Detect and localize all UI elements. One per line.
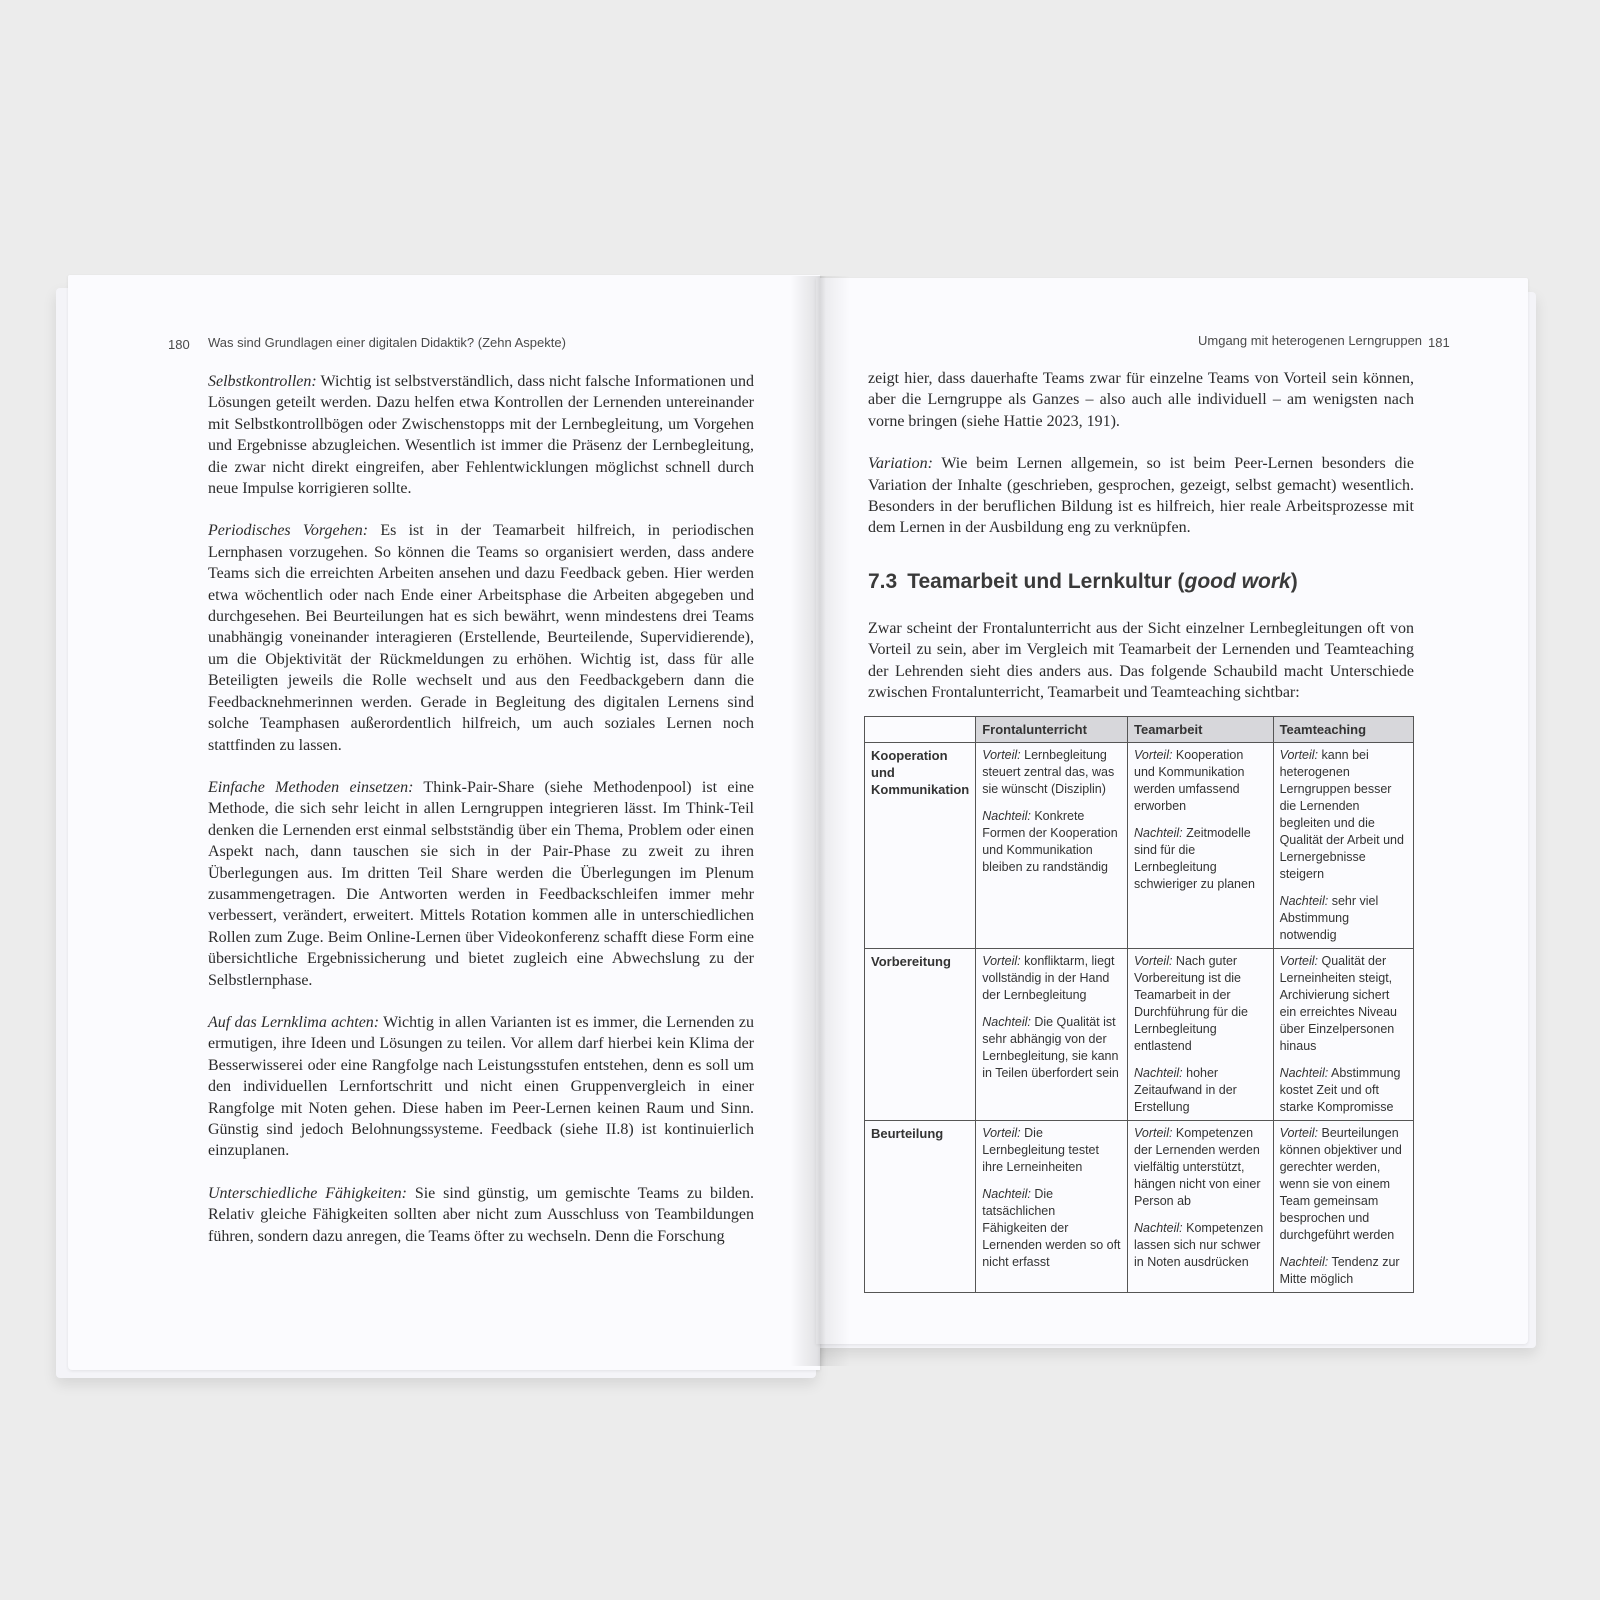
- paragraph-label: Unterschiedliche Fähigkeiten:: [208, 1184, 407, 1202]
- paragraph-label: Selbstkontrollen:: [208, 373, 317, 390]
- table-corner-cell: [865, 717, 976, 743]
- cell-entry: [1280, 953, 1407, 1055]
- cell-entry: [982, 747, 1121, 798]
- paragraph: [868, 368, 1414, 432]
- cell-entry-label: Vorteil:: [982, 954, 1021, 968]
- left-page: [68, 275, 820, 1370]
- paragraph: [208, 777, 754, 991]
- table-cell: [1273, 1121, 1413, 1293]
- cell-entry-text: Qualität der Lerneinheiten steigt, Archivierung sichert ein erreichtes Niveau über Einzelpersonen hinaus: [1279, 954, 1397, 1053]
- cell-entry: [982, 1014, 1121, 1082]
- cell-entry: [1280, 893, 1407, 944]
- right-body-text: [868, 368, 1414, 560]
- running-head-right: Umgang mit heterogenen Lerngruppen: [1198, 333, 1423, 348]
- table-row-header: Vorbereitung: [865, 949, 976, 1121]
- paragraph-text: zeigt hier, dass dauerhafte Teams zwar für einzelne Teams von Vorteil sein können, aber die Lerngruppe als Ganzes – also auch alle individuell – am wenigsten nach vorne bringen (siehe Hattie 2023, 191).: [868, 370, 1414, 430]
- cell-entry-text: Die Lernbegleitung testet ihre Lerneinheiten: [982, 1126, 1099, 1174]
- table-row-header: Beurteilung: [865, 1121, 976, 1293]
- table-cell: [1273, 949, 1413, 1121]
- table-cell: [1273, 743, 1413, 949]
- paragraph: [208, 520, 754, 755]
- paragraph-label: Auf das Lernklima achten:: [208, 1013, 380, 1031]
- page-number-right: 181: [1428, 335, 1450, 350]
- cell-entry-text: konfliktarm, liegt vollständig in der Hand der Lernbegleitung: [982, 954, 1115, 1002]
- cell-entry-label: Nachteil:: [1279, 894, 1329, 908]
- cell-entry-label: Nachteil:: [1134, 1221, 1183, 1235]
- table-cell: [976, 1121, 1128, 1293]
- right-page: [816, 278, 1528, 1344]
- paragraph-text: Sie sind günstig, um gemischte Teams zu bilden. Relativ gleiche Fähigkeiten sollten aber nicht zum Ausschluss von Teambildungen führen, sondern dazu anregen, die Teams öfter zu wechseln. Denn die Forschung: [208, 1184, 754, 1245]
- cell-entry-label: Vorteil:: [982, 748, 1021, 762]
- cell-entry: [982, 1125, 1121, 1176]
- table-column-header: Frontalunterricht: [976, 717, 1128, 743]
- section-number: 7.3: [868, 570, 898, 593]
- cell-entry: [982, 1186, 1121, 1271]
- cell-entry-label: Vorteil:: [982, 1126, 1021, 1140]
- table-row: [865, 743, 1414, 949]
- cell-entry-text: Kompetenzen lassen sich nur schwer in Noten ausdrücken: [1134, 1221, 1264, 1269]
- cell-entry-label: Nachteil:: [982, 1015, 1031, 1029]
- cell-entry-label: Vorteil:: [1279, 748, 1319, 762]
- paragraph-text: Think-Pair-Share (siehe Methodenpool) ist eine Methode, die sich sehr leicht in allen Lerngruppen integrieren lässt. Im Think-Teil denken die Lernenden erst einmal selbstständig über ein Thema, Problem oder einen Aspekt nach, dann tauschen sie sich in der Pair-Phase zu zweit zu ihren Überlegungen aus. Im dritten Teil Share werden die Überlegungen im Plenum zusammengetragen. Die Antworten werden in Feedbackschleifen immer mehr verbessert, verändert, erweitert. Mittels Rotation kommen alle in unterschiedlichen Rollen zum Zuge. Beim Online-Lernen über Videokonferenz schafft diese Form eine übersichtliche Ergebnissicherung und bietet zugleich eine Abwechslung zu der Selbstlernphase.: [208, 778, 754, 989]
- paragraph: [868, 453, 1414, 539]
- cell-entry-label: Nachteil:: [1134, 1066, 1183, 1080]
- cell-entry-label: Vorteil:: [1134, 748, 1173, 762]
- table-row: [865, 1121, 1414, 1293]
- cell-entry-label: Nachteil:: [1279, 1066, 1329, 1080]
- cell-entry-text: Beurteilungen können objektiver und gerechter werden, wenn sie von einem Team gemeinsam besprochen und durchgeführt werden: [1279, 1126, 1402, 1242]
- paragraph-text: Wie beim Lernen allgemein, so ist beim Peer-Lernen besonders die Variation der Inhalte (geschrieben, gesprochen, gezeigt, selbst gemacht) wesentlich. Besonders in der beruflichen Bildung ist es hilfreich, hier reale Arbeitsprozesse mit dem Lernen in der Ausbildung eng zu verknüpfen.: [868, 455, 1414, 537]
- cell-entry-label: Vorteil:: [1134, 954, 1173, 968]
- cell-entry-text: Tendenz zur Mitte möglich: [1279, 1255, 1400, 1286]
- paragraph-label: Einfache Methoden einsetzen:: [208, 778, 414, 796]
- cell-entry-text: Die tatsächlichen Fähigkeiten der Lernenden werden so oft nicht erfasst: [982, 1187, 1121, 1269]
- cell-entry-text: Zeitmodelle sind für die Lernbegleitung schwieriger zu planen: [1134, 826, 1255, 891]
- cell-entry-label: Vorteil:: [1279, 1126, 1319, 1140]
- section-heading: [868, 570, 1298, 594]
- section-title-end: ): [1290, 570, 1298, 593]
- paragraph-text: Es ist in der Teamarbeit hilfreich, in periodischen Lernphasen vorzugehen. So können die Teams so organisiert werden, dass andere Teams sich die erreichten Arbeiten ansehen und dazu Feedback geben. Hier werden etwa wöchentlich oder nach Ende einer Arbeitsphase die Arbeiten abgegeben und durchgesehen. Bei Beurteilungen hat es sich bewährt, wenn mindestens drei Teams unabhängig voneinander interagieren (Erstellende, Beurteilende, Supervidierende), um die Objektivität der Rückmeldungen zu erhöhen. Wichtig ist, dass für alle Beteiligten jeweils die Rolle wechselt und aus den Feedbackgebern dann die Feedbacknehmerinnen werden. Gerade in Begleitung des digitalen Lernens sind solche Teamphasen außerordentlich hilfreich, um auch soziales Lernen noch stattfinden zu lassen.: [208, 522, 754, 754]
- table-body: [865, 743, 1414, 1293]
- cell-entry-label: Nachteil:: [1134, 826, 1183, 840]
- cell-entry-label: Vorteil:: [1134, 1126, 1173, 1140]
- paragraph: [208, 371, 754, 499]
- cell-entry: [1134, 1125, 1267, 1210]
- cell-entry: [1134, 1220, 1267, 1271]
- cell-entry: [1134, 953, 1267, 1055]
- paragraph-text: Wichtig ist selbstverständlich, dass nicht falsche Informationen und Lösungen geteilt werden. Dazu helfen etwa Kontrollen der Lernenden untereinander mit Selbstkontrollbögen oder Zwischenstopps mit der Lernbegleitung, um Vorgehen und Ergebnisse abzugleichen. Wesentlich ist immer die Präsenz der Lernbegleitung, die zwar nicht direkt eingreifen, aber Fehlentwicklungen möglichst schnell durch neue Impulse korrigieren sollte.: [208, 373, 754, 498]
- left-body-text: [208, 371, 754, 1268]
- cell-entry: [1134, 1065, 1267, 1116]
- table-cell: [1128, 743, 1274, 949]
- section-title-emphasis: good work: [1184, 570, 1291, 593]
- paragraph-label: Periodisches Vorgehen:: [208, 522, 369, 540]
- intro-paragraph: Zwar scheint der Frontalunterricht aus der Sicht einzelner Lernbegleitungen oft von Vorteil zu sein, aber im Vergleich mit Teamarbeit der Lernenden und Teamteaching der Lehrenden sieht dies anders aus. Das folgende Schaubild macht Unterschiede zwischen Frontalunterricht, Teamarbeit und Teamteaching sichtbar:: [868, 620, 1414, 702]
- table-cell: [1128, 949, 1274, 1121]
- cell-entry: [982, 953, 1121, 1004]
- cell-entry-text: Kooperation und Kommunikation werden umfassend erworben: [1134, 748, 1245, 813]
- paragraph: [208, 1012, 754, 1162]
- cell-entry: [1280, 1125, 1407, 1244]
- table-row-header: Kooperation und Kommunikation: [865, 743, 976, 949]
- paragraph-text: Wichtig in allen Varianten ist es immer, die Lernenden zu ermutigen, ihre Ideen und Lösungen zu teilen. Vor allem darf hierbei kein Klima der Besserwisserei oder eine Rangfolge nach Leistungsstufen entstehen, denn es soll um den individuellen Lernfortschritt und nicht einen Gruppenvergleich in einer Rangfolge mit Noten gehen. Diese haben im Peer-Lernen keinen Raum und Sinn. Günstig sind jedoch Belohnungssysteme. Feedback (siehe II.8) ist kontinuierlich einzuplanen.: [208, 1013, 754, 1160]
- cell-entry-text: Konkrete Formen der Kooperation und Kommunikation bleiben zu randständig: [982, 809, 1118, 874]
- table-column-header: Teamarbeit: [1128, 717, 1274, 743]
- paragraph-label: Variation:: [868, 455, 933, 473]
- cell-entry-text: Die Qualität ist sehr abhängig von der Lernbegleitung, sie kann in Teilen überfordert sein: [982, 1015, 1119, 1080]
- table-column-header: Teamteaching: [1273, 717, 1413, 743]
- table-row: [865, 949, 1414, 1121]
- table-cell: [1128, 1121, 1274, 1293]
- cell-entry-label: Vorteil:: [1279, 954, 1319, 968]
- cell-entry-label: Nachteil:: [1279, 1255, 1329, 1269]
- cell-entry-text: sehr viel Abstimmung notwendig: [1279, 894, 1379, 942]
- cell-entry-text: kann bei heterogenen Lerngruppen besser die Lernenden begleiten und die Qualität der Arbeit und Lernergebnisse steigern: [1279, 748, 1404, 881]
- cell-entry: [1280, 1254, 1407, 1288]
- cell-entry-label: Nachteil:: [982, 809, 1031, 823]
- cell-entry: [1280, 747, 1407, 883]
- section-title: Teamarbeit und Lernkultur (: [907, 570, 1185, 593]
- cell-entry: [982, 808, 1121, 876]
- cell-entry-text: Abstimmung kostet Zeit und oft starke Kompromisse: [1279, 1066, 1401, 1114]
- paragraph: [208, 1183, 754, 1247]
- table-header-row: [865, 717, 1414, 743]
- cell-entry-label: Nachteil:: [982, 1187, 1031, 1201]
- cell-entry: [1134, 825, 1267, 893]
- cell-entry-text: Kompetenzen der Lernenden werden vielfältig unterstützt, hängen nicht von einer Person ab: [1134, 1126, 1261, 1208]
- cell-entry: [1134, 747, 1267, 815]
- cell-entry-text: hoher Zeitaufwand in der Erstellung: [1134, 1066, 1237, 1114]
- cell-entry: [1280, 1065, 1407, 1116]
- table-cell: [976, 743, 1128, 949]
- table-cell: [976, 949, 1128, 1121]
- cell-entry-text: Nach guter Vorbereitung ist die Teamarbeit in der Durchführung für die Lernbegleitung entlastend: [1134, 954, 1248, 1053]
- running-head-left: Was sind Grundlagen einer digitalen Didaktik? (Zehn Aspekte): [208, 335, 566, 350]
- section-intro: [868, 618, 1414, 725]
- page-number-left: 180: [168, 337, 190, 352]
- comparison-table: [864, 716, 1414, 1293]
- book-gutter: [790, 276, 850, 1366]
- cell-entry-text: Lernbegleitung steuert zentral das, was sie wünscht (Disziplin): [982, 748, 1115, 796]
